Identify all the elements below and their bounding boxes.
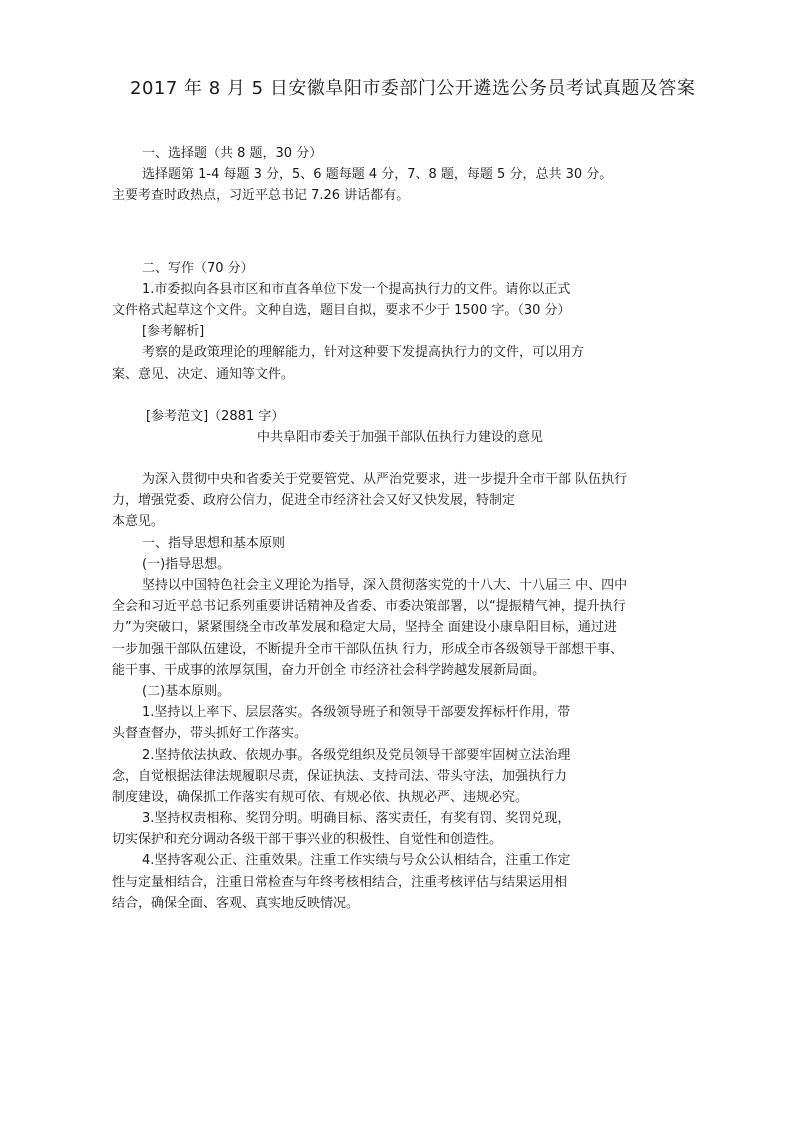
principle-line: 头督查督办，带头抓好工作落实。 xyxy=(112,726,308,742)
section1-line: 主要考查时政热点，习近平总书记 7.26 讲话都有。 xyxy=(112,188,410,204)
sub1-heading: (一)指导思想。 xyxy=(142,556,231,572)
sub1-line: 全会和习近平总书记系列重要讲话精神及省委、市委决策部署，以“提振精气神，提升执行 xyxy=(112,599,626,615)
question-line: 1.市委拟向各县市区和市直各单位下发一个提高执行力的文件。请你以正式 xyxy=(142,281,571,297)
principle-line: 切实保护和充分调动各级干部干事兴业的积极性、自觉性和创造性。 xyxy=(112,832,503,848)
sub1-line: 力”为突破口，紧紧围绕全市改革发展和稳定大局，坚持全 面建设小康阜阳目标，通过进 xyxy=(112,620,617,636)
analysis-line: 考察的是政策理论的理解能力，针对这种要下发提高执行力的文件，可以用方 xyxy=(142,345,585,361)
section1-heading: 一、选择题（共 8 题，30 分） xyxy=(142,146,323,161)
part1-heading: 一、指导思想和基本原则 xyxy=(142,535,286,551)
principle-line: 制度建设，确保抓工作落实有规可依、有规必依、执规必严、违规必究。 xyxy=(112,789,529,805)
principle-line: 4.坚持客观公正、注重效果。注重工作实绩与号众公认相结合，注重工作定 xyxy=(142,853,571,869)
document-body xyxy=(112,143,692,914)
sub1-line: 一步加强干部队伍建设，不断提升全市干部队伍执 行力，形成全市各级领导干部想干事、 xyxy=(112,641,624,657)
principle-line: 2.坚持依法执政、依规办事。各级党组织及党员领导干部要牢固树立法治理 xyxy=(142,747,571,763)
principle-line: 结合，确保全面、客观、真实地反映情况。 xyxy=(112,895,360,911)
sub1-line: 能干事、干成事的浓厚氛围，奋力开创全 市经济社会科学跨越发展新局面。 xyxy=(112,662,546,678)
intro-line: 为深入贯彻中央和省委关于党要管党、从严治党要求，进一步提升全市干部 队伍执行 xyxy=(142,472,628,488)
intro-line: 力，增强党委、政府公信力，促进全市经济社会又好又快发展，特制定 xyxy=(112,493,516,509)
document-title: 2017 年 8 月 5 日安徽阜阳市委部门公开遴选公务员考试真题及答案 xyxy=(130,78,696,99)
principle-line: 念，自觉根据法律法规履职尽责，保证执法、支持司法、带头守法，加强执行力 xyxy=(112,768,568,784)
analysis-label: [参考解析] xyxy=(142,324,205,340)
sub1-line: 坚持以中国特色社会主义理论为指导，深入贯彻落实党的十八大、十八届三 中、四中 xyxy=(142,578,628,593)
section1-line: 选择题第 1-4 每题 3 分，5、6 题每题 4 分，7、8 题，每题 5 分，总共 30 分。 xyxy=(142,167,613,183)
principle-line: 性与定量相结合，注重日常检查与年终考核相结合，注重考核评估与结果运用相 xyxy=(112,874,568,890)
sub2-heading: (二)基本原则。 xyxy=(142,683,231,699)
analysis-line: 案、意见、决定、通知等文件。 xyxy=(112,366,295,382)
sample-title: 中共阜阳市委关于加强干部队伍执行力建设的意见 xyxy=(257,429,544,445)
sample-label: [参考范文]（2881 字） xyxy=(146,408,285,424)
question-line: 文件格式起草这个文件。文种自选，题目自拟，要求不少于 1500 字。（30 分） xyxy=(112,302,571,318)
section2-heading: 二、写作（70 分） xyxy=(142,260,254,276)
principle-line: 1.坚持以上率下、层层落实。各级领导班子和领导干部要发挥标杆作用，带 xyxy=(142,705,571,721)
principle-line: 3.坚持权责相称、奖罚分明。明确目标、落实责任，有奖有罚、奖罚兑现， xyxy=(142,811,571,827)
intro-line: 本意见。 xyxy=(112,514,165,530)
